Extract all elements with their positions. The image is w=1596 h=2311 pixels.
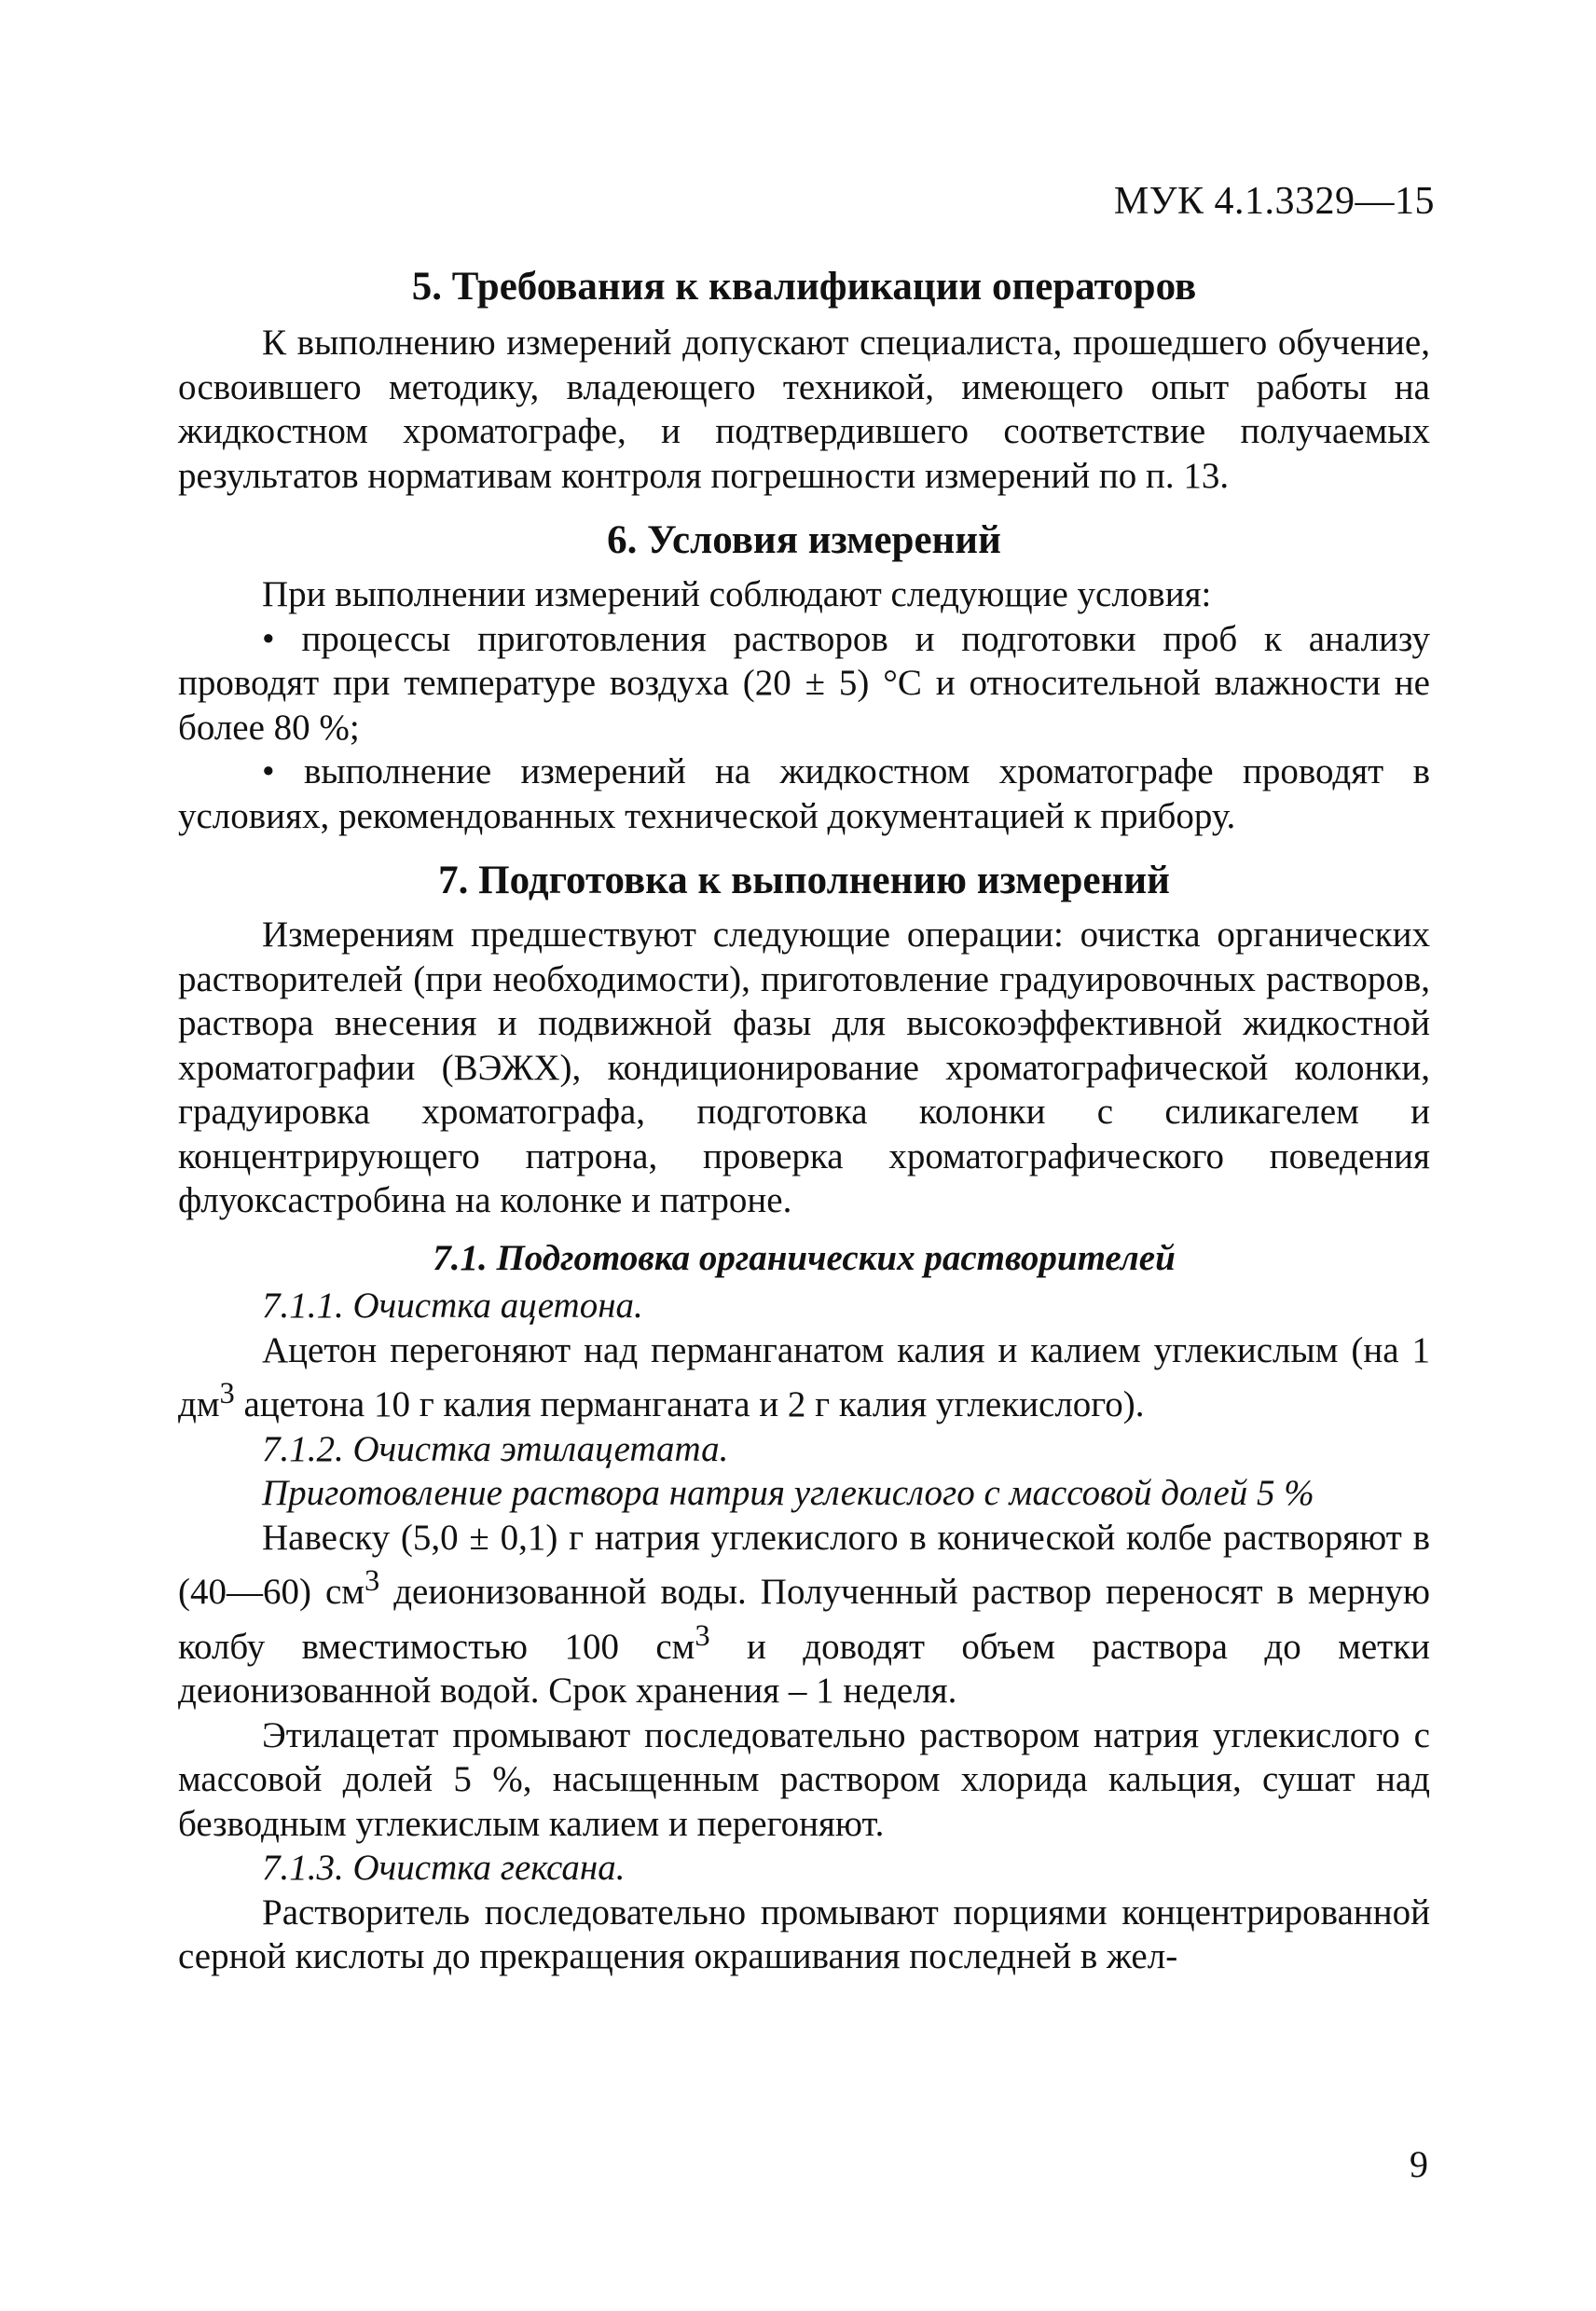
item-7-1-2-paragraph-2: Этилацетат промывают последовательно раствором натрия углекислого с массовой долей 5 %, насыщенным раствором хлорида кальция, сушат над безводным углекислым калием и перегоняют. bbox=[178, 1714, 1430, 1844]
item-7-1-2-text-c: и доводят объем раствора до метки деионизованной водой. Срок хранения – 1 неделя. bbox=[178, 1626, 1430, 1711]
page-content bbox=[178, 263, 1430, 1979]
item-7-1-2-paragraph bbox=[178, 1516, 1430, 1713]
subsection-7-1-title: 7.1. Подготовка органических растворителей bbox=[433, 1237, 1176, 1278]
section-6-title: 6. Условия измерений bbox=[607, 518, 1001, 562]
page-number: 9 bbox=[1410, 2143, 1428, 2185]
item-7-1-1-text-b: ацетона 10 г калия перманганата и 2 г калия углекислого). bbox=[234, 1384, 1145, 1424]
item-7-1-1-text-a: Ацетон перегоняют над перманганатом калия и калием углекислым (на 1 дм bbox=[178, 1329, 1430, 1424]
document-code: МУК 4.1.3329—15 bbox=[1113, 180, 1435, 223]
item-7-1-2-title: 7.1.2. Очистка этилацетата. bbox=[262, 1428, 729, 1469]
section-5-title: 5. Требования к квалификации операторов bbox=[411, 265, 1197, 309]
item-7-1-1-title: 7.1.1. Очистка ацетона. bbox=[262, 1286, 643, 1326]
item-7-1-3-paragraph: Растворитель последовательно промывают порциями концентрированной серной кислоты до прекращения окрашивания последней в жел- bbox=[178, 1891, 1430, 1976]
cubic-superscript: 3 bbox=[219, 1377, 235, 1410]
cubic-superscript: 3 bbox=[695, 1618, 710, 1653]
section-7-paragraph: Измерениям предшествуют следующие операции: очистка органических растворителей (при необходимости), приготовление градуировочных растворов, раствора внесения и подвижной фазы для высокоэффективной жидкостной хроматографии (ВЭЖХ), кондиционирование хроматографической колонки, градуировка хроматографа, подготовка колонки с силикагелем и концентрирующего патрона, проверка хроматографического поведения флуоксастробина на колонке и патроне. bbox=[178, 915, 1430, 1220]
item-7-1-2-text-a: Навеску (5,0 ± 0,1) г натрия углекислого в конической колбе растворяют в (40—60) см bbox=[178, 1517, 1430, 1612]
section-6-bullet-1: • процессы приготовления растворов и подготовки проб к анализу проводят при температуре воздуха (20 ± 5) °С и относительной влажности не более 80 %; bbox=[178, 618, 1430, 748]
item-7-1-3-title: 7.1.3. Очистка гексана. bbox=[262, 1848, 626, 1888]
item-7-1-1-paragraph bbox=[178, 1328, 1430, 1427]
cubic-superscript: 3 bbox=[364, 1564, 380, 1598]
item-7-1-2-text-b: деионизованной воды. Полученный раствор переносят в мерную колбу вместимостью 100 см bbox=[178, 1572, 1430, 1667]
preparation-heading: Приготовление раствора натрия углекислого с массовой долей 5 % bbox=[262, 1473, 1314, 1513]
section-7-title: 7. Подготовка к выполнению измерений bbox=[438, 859, 1170, 902]
section-6-bullet-2: • выполнение измерений на жидкостном хроматографе проводят в условиях, рекомендованных технической документацией к прибору. bbox=[178, 751, 1430, 836]
section-6-intro: При выполнении измерений соблюдают следующие условия: bbox=[262, 574, 1212, 614]
section-5-paragraph: К выполнению измерений допускают специалиста, прошедшего обучение, освоившего методику, владеющего техникой, имеющего опыт работы на жидкостном хроматографе, и подтвердившего соответствие получаемых результатов нормативам контроля погрешности измерений по п. 13. bbox=[178, 323, 1430, 496]
